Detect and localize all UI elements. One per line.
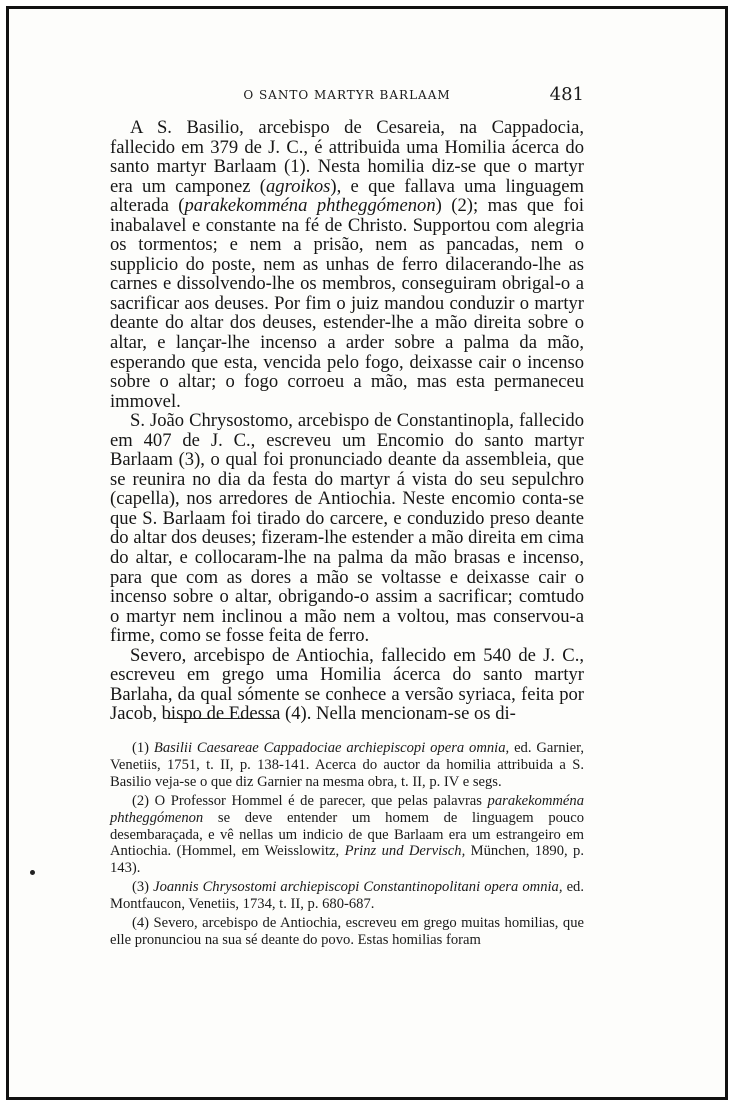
italic-text: Basilii Caesareae Cappadociae archiepiscopi opera omnia, — [153, 740, 510, 756]
footnote — [110, 740, 584, 791]
paragraph — [110, 646, 584, 724]
main-text — [110, 118, 584, 724]
page-header — [110, 84, 584, 108]
text-run: ), e que fallava uma linguagem alterada ( — [110, 175, 584, 217]
text-run: ed. Montfaucon, Venetiis, 1734, t. II, p. 680-687. — [110, 879, 584, 913]
italic-text: Prinz und Dervisch, — [344, 843, 466, 860]
running-title: O SANTO MARTYR BARLAAM — [243, 88, 451, 102]
paragraph — [110, 411, 584, 646]
footnote — [110, 915, 584, 949]
text-run: Severo, arcebispo de Antiochia, fallecido em 540 de J. C., escreveu em grego uma Homilia ácerca do santo martyr Barlaha, da qual sómente se conhece a versão syriaca, feita por Jacob, bispo de Edessa (4). Nella mencionam-se os di- — [110, 644, 584, 725]
footnotes — [110, 740, 584, 951]
text-run: (2) O Professor Hommel é de parecer, que pelas palavras — [132, 792, 488, 809]
text-run: ) (2); mas que foi inabalavel e constante na fé de Christo. Supportou com alegria os tormentos; e nem a prisão, nem as pancadas, nem o supplicio do poste, nem as unhas de ferro dilacerando-lhe as carnes e dissolvendo-lhe os membros, conseguiram obrigal-o a sacrificar aos deuses. Por fim o juiz mandou conduzir o martyr deante do altar dos deuses, estender-lhe a mão direita sobre o altar, e lançar-lhe incenso a arder sobre a palma da mão, esperando que esta, vencida pelo fogo, deixasse cair o incenso sobre o altar; o fogo corroeu a mão, mas esta permaneceu immovel. — [110, 195, 584, 412]
italic-text: parakekomména phtheggómenon — [110, 792, 584, 826]
ink-speck — [30, 870, 35, 875]
text-run: A S. Basilio, arcebispo de Cesareia, na Cappadocia, fallecido em 379 de J. C., é attribuida uma Homilia ácerca do santo martyr Barlaam (1). Nesta homilia diz-se que o martyr era um camponez ( — [110, 117, 584, 197]
text-run: ed. Garnier, Venetiis, 1751, t. II, p. 138-141. Acerca do auctor da homilia attribuida a S. Basilio veja-se o que diz Garnier na mesma obra, t. II, p. IV e segs. — [110, 740, 584, 790]
paragraph — [110, 118, 584, 411]
text-run: München, 1890, p. 143). — [110, 843, 584, 877]
page-number: 481 — [549, 84, 584, 105]
italic-text: parakekomména phtheggómenon — [184, 195, 436, 217]
footnote — [110, 793, 584, 878]
text-run: (1) — [132, 740, 154, 756]
italic-text: agroikos — [265, 175, 331, 197]
footnote-separator — [168, 718, 276, 719]
footnote — [110, 879, 584, 913]
text-run: (3) — [132, 879, 154, 896]
text-run: (4) Severo, arcebispo de Antiochia, escreveu em grego muitas homilias, que elle pronunciou na sua sé deante do povo. Estas homilias foram — [110, 915, 584, 948]
text-run: se deve entender um homem de linguagem pouco desembaraçada, e vê nellas um indicio de que Barlaam era um estrangeiro em Antiochia. (Hommel, em Weisslowitz, — [110, 809, 584, 860]
text-run: S. João Chrysostomo, arcebispo de Constantinopla, fallecido em 407 de J. C., escreveu um Encomio do santo martyr Barlaam (3), o qual foi pronunciado deante da assembleia, que se reunira no dia da festa do martyr á vista do seu sepulchro (capella), nos arredores de Antiochia. Neste encomio conta-se que S. Barlaam foi tirado do carcere, e conduzido preso deante do altar dos deuses; fizeram-lhe estender a mão direita em cima do altar, e collocaram-lhe na palma da mão brasas e incenso, para que com as dores a mão se voltasse e deixasse cair o incenso sobre o altar, obrigando-o assim a sacrificar; comtudo o martyr nem inclinou a mão nem a voltou, mas conservou-a firme, como se fosse feita de ferro. — [110, 410, 584, 647]
italic-text: Joannis Chrysostomi archiepiscopi Constantinopolitani opera omnia, — [153, 879, 563, 896]
